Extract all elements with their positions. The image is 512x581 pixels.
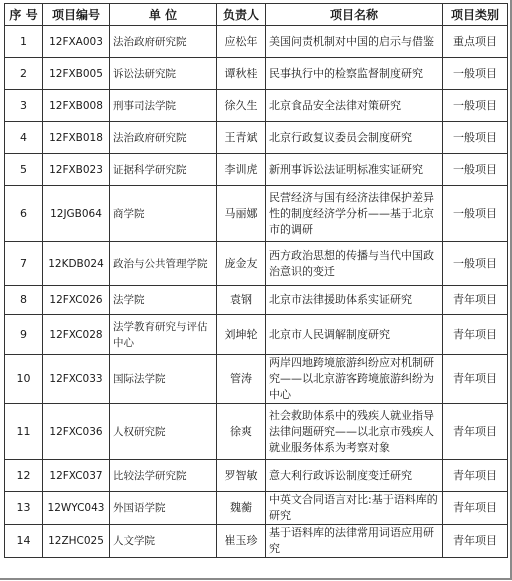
cell-type: 青年项目 (443, 404, 508, 460)
cell-leader: 庞金友 (217, 242, 266, 286)
cell-name: 意大利行政诉讼制度变迁研究 (266, 460, 443, 492)
cell-name: 两岸四地跨境旅游纠纷应对机制研究——以北京游客跨境旅游纠纷为中心 (266, 355, 443, 404)
cell-name: 美国问责机制对中国的启示与借鉴 (266, 26, 443, 58)
table-row (5, 90, 508, 122)
cell-code: 12FXA003 (43, 26, 110, 58)
table-row (5, 286, 508, 315)
cell-no: 7 (5, 242, 43, 286)
cell-type: 青年项目 (443, 355, 508, 404)
cell-unit: 刑事司法学院 (110, 90, 217, 122)
cell-leader: 袁钢 (217, 286, 266, 315)
cell-unit: 人文学院 (110, 525, 217, 558)
cell-no: 2 (5, 58, 43, 90)
header-no: 序 号 (5, 4, 43, 26)
cell-code: 12FXB018 (43, 122, 110, 154)
cell-name: 社会救助体系中的残疾人就业指导法律问题研究——以北京市残疾人就业服务体系为考察对象 (266, 404, 443, 460)
cell-code: 12FXC036 (43, 404, 110, 460)
cell-name: 北京市人民调解制度研究 (266, 315, 443, 355)
cell-code: 12FXC037 (43, 460, 110, 492)
header-code: 项目编号 (43, 4, 110, 26)
cell-type: 一般项目 (443, 154, 508, 186)
cell-unit: 诉讼法研究院 (110, 58, 217, 90)
table-row (5, 525, 508, 558)
cell-name: 中英文合同语言对比:基于语料库的研究 (266, 492, 443, 525)
header-type: 项目类别 (443, 4, 508, 26)
cell-name: 新刑事诉讼法证明标准实证研究 (266, 154, 443, 186)
cell-name: 北京食品安全法律对策研究 (266, 90, 443, 122)
cell-unit: 外国语学院 (110, 492, 217, 525)
cell-type: 青年项目 (443, 286, 508, 315)
cell-no: 13 (5, 492, 43, 525)
cell-unit: 法学教育研究与评估中心 (110, 315, 217, 355)
cell-code: 12FXB005 (43, 58, 110, 90)
cell-name: 西方政治思想的传播与当代中国政治意识的变迁 (266, 242, 443, 286)
cell-no: 5 (5, 154, 43, 186)
cell-leader: 李训虎 (217, 154, 266, 186)
cell-leader: 魏蘅 (217, 492, 266, 525)
cell-name: 民事执行中的检察监督制度研究 (266, 58, 443, 90)
cell-unit: 证据科学研究院 (110, 154, 217, 186)
cell-no: 8 (5, 286, 43, 315)
cell-no: 4 (5, 122, 43, 154)
cell-no: 1 (5, 26, 43, 58)
cell-type: 青年项目 (443, 460, 508, 492)
cell-code: 12WYC043 (43, 492, 110, 525)
cell-type: 青年项目 (443, 525, 508, 558)
cell-type: 一般项目 (443, 242, 508, 286)
cell-code: 12KDB024 (43, 242, 110, 286)
cell-unit: 比较法学研究院 (110, 460, 217, 492)
cell-code: 12JGB064 (43, 186, 110, 242)
header-leader: 负责人 (217, 4, 266, 26)
cell-leader: 马丽娜 (217, 186, 266, 242)
table-row (5, 242, 508, 286)
cell-no: 9 (5, 315, 43, 355)
cell-code: 12FXB008 (43, 90, 110, 122)
cell-unit: 人权研究院 (110, 404, 217, 460)
cell-no: 12 (5, 460, 43, 492)
cell-type: 青年项目 (443, 315, 508, 355)
cell-type: 青年项目 (443, 492, 508, 525)
cell-leader: 管涛 (217, 355, 266, 404)
header-unit: 单 位 (110, 4, 217, 26)
table-row (5, 26, 508, 58)
cell-leader: 应松年 (217, 26, 266, 58)
cell-no: 14 (5, 525, 43, 558)
cell-leader: 谭秋桂 (217, 58, 266, 90)
cell-leader: 王青斌 (217, 122, 266, 154)
cell-unit: 国际法学院 (110, 355, 217, 404)
cell-name: 北京市法律援助体系实证研究 (266, 286, 443, 315)
cell-unit: 商学院 (110, 186, 217, 242)
cell-type: 一般项目 (443, 90, 508, 122)
cell-no: 3 (5, 90, 43, 122)
table-row (5, 355, 508, 404)
cell-leader: 徐久生 (217, 90, 266, 122)
cell-code: 12FXC026 (43, 286, 110, 315)
cell-name: 民营经济与国有经济法律保护差异性的制度经济学分析——基于北京市的调研 (266, 186, 443, 242)
cell-type: 一般项目 (443, 122, 508, 154)
table-row (5, 492, 508, 525)
header-row (5, 4, 508, 26)
project-table (4, 3, 508, 558)
header-name: 项目名称 (266, 4, 443, 26)
cell-name: 北京行政复议委员会制度研究 (266, 122, 443, 154)
cell-no: 11 (5, 404, 43, 460)
cell-code: 12FXB023 (43, 154, 110, 186)
cell-leader: 崔玉珍 (217, 525, 266, 558)
cell-leader: 徐爽 (217, 404, 266, 460)
cell-code: 12ZHC025 (43, 525, 110, 558)
table-row (5, 315, 508, 355)
cell-unit: 法治政府研究院 (110, 122, 217, 154)
table-row (5, 122, 508, 154)
cell-unit: 法学院 (110, 286, 217, 315)
cell-leader: 刘坤轮 (217, 315, 266, 355)
cell-type: 一般项目 (443, 186, 508, 242)
cell-no: 10 (5, 355, 43, 404)
cell-no: 6 (5, 186, 43, 242)
cell-unit: 政治与公共管理学院 (110, 242, 217, 286)
cell-name: 基于语料库的法律常用词语应用研究 (266, 525, 443, 558)
cell-leader: 罗智敏 (217, 460, 266, 492)
cell-code: 12FXC028 (43, 315, 110, 355)
cell-code: 12FXC033 (43, 355, 110, 404)
table-row (5, 58, 508, 90)
cell-type: 一般项目 (443, 58, 508, 90)
cell-type: 重点项目 (443, 26, 508, 58)
cell-unit: 法治政府研究院 (110, 26, 217, 58)
table-row (5, 154, 508, 186)
table-row (5, 186, 508, 242)
table-row (5, 404, 508, 460)
table-row (5, 460, 508, 492)
